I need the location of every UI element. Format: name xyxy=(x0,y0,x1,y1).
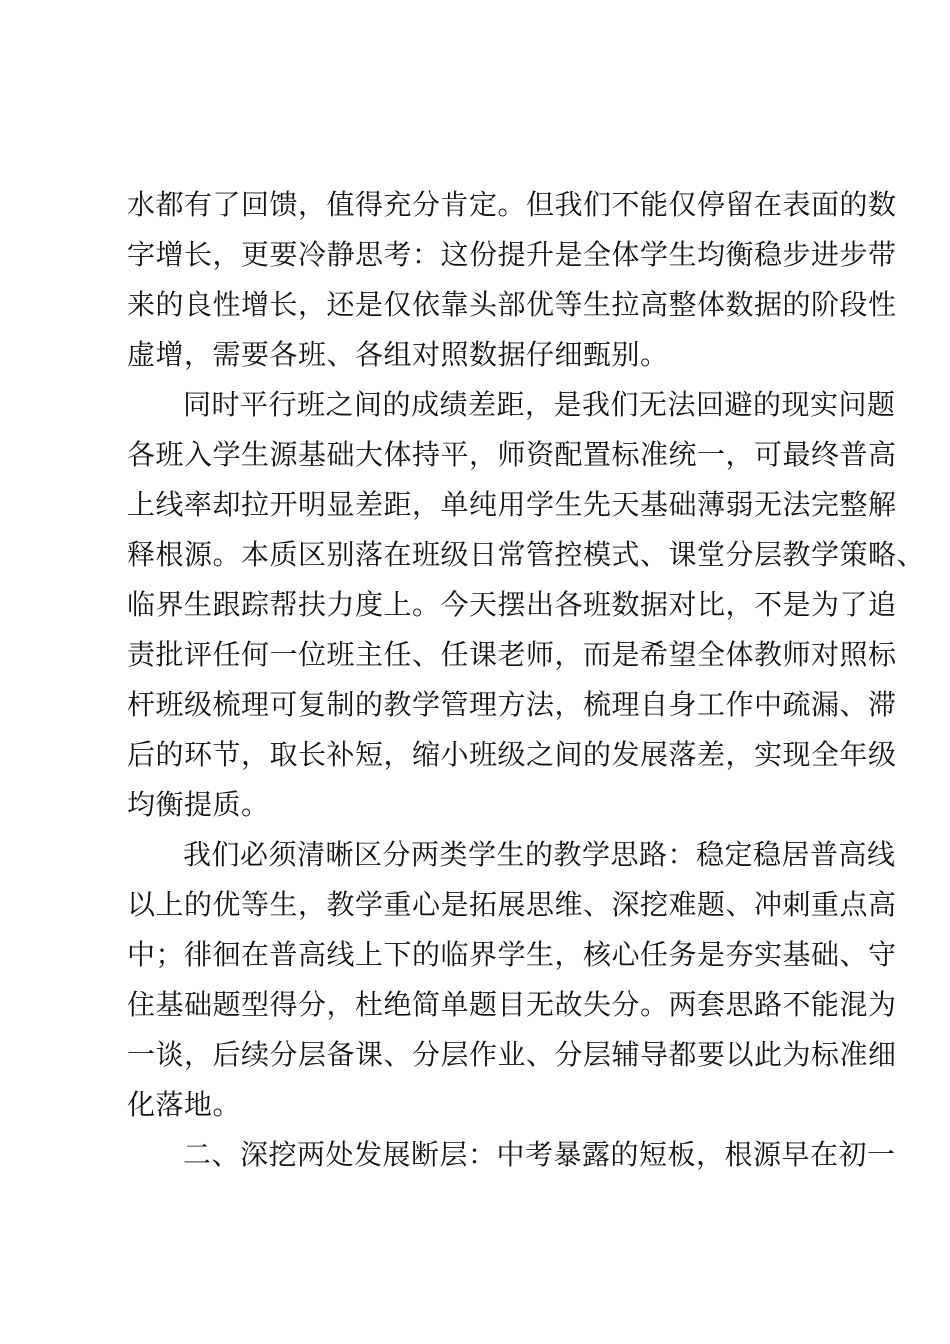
text-line: 来的良性增长，还是仅依靠头部优等生拉高整体数据的阶段性 xyxy=(127,288,897,321)
document-body xyxy=(127,180,926,1180)
text-line: 各班入学生源基础大体持平，师资配置标准统一，可最终普高 xyxy=(127,438,897,471)
text-line: 化落地。 xyxy=(127,1088,242,1121)
text-line: 一谈，后续分层备课、分层作业、分层辅导都要以此为标准细 xyxy=(127,1038,897,1071)
text-line: 上线率却拉开明显差距，单纯用学生先天基础薄弱无法完整解 xyxy=(127,488,897,521)
paragraph-1 xyxy=(127,180,897,380)
text-line: 后的环节，取长补短，缩小班级之间的发展落差，实现全年级 xyxy=(127,738,897,771)
text-line: 均衡提质。 xyxy=(127,788,270,821)
paragraph-3 xyxy=(127,830,897,1130)
text-line: 中；徘徊在普高线上下的临界学生，核心任务是夯实基础、守 xyxy=(127,938,897,971)
text-line: 临界生跟踪帮扶力度上。今天摆出各班数据对比，不是为了追 xyxy=(127,588,897,621)
text-line: 杆班级梳理可复制的教学管理方法，梳理自身工作中疏漏、滞 xyxy=(127,688,897,721)
text-line: 责批评任何一位班主任、任课老师，而是希望全体教师对照标 xyxy=(127,638,897,671)
text-line: 以上的优等生，教学重心是拓展思维、深挖难题、冲刺重点高 xyxy=(127,888,897,921)
text-line: 字增长，更要冷静思考：这份提升是全体学生均衡稳步进步带 xyxy=(127,238,897,271)
text-line: 住基础题型得分，杜绝简单题目无故失分。两套思路不能混为 xyxy=(127,988,897,1021)
text-line: 同时平行班之间的成绩差距，是我们无法回避的现实问题 xyxy=(183,388,896,421)
text-line: 我们必须清晰区分两类学生的教学思路：稳定稳居普高线 xyxy=(183,838,896,871)
heading-line: 二、深挖两处发展断层：中考暴露的短板，根源早在初一 xyxy=(183,1138,896,1171)
text-line: 水都有了回馈，值得充分肯定。但我们不能仅停留在表面的数 xyxy=(127,188,897,221)
text-line: 虚增，需要各班、各组对照数据仔细甄别。 xyxy=(127,338,669,371)
section-heading xyxy=(127,1130,896,1180)
text-line: 释根源。本质区别落在班级日常管控模式、课堂分层教学策略、 xyxy=(127,538,926,571)
paragraph-2 xyxy=(127,380,926,830)
